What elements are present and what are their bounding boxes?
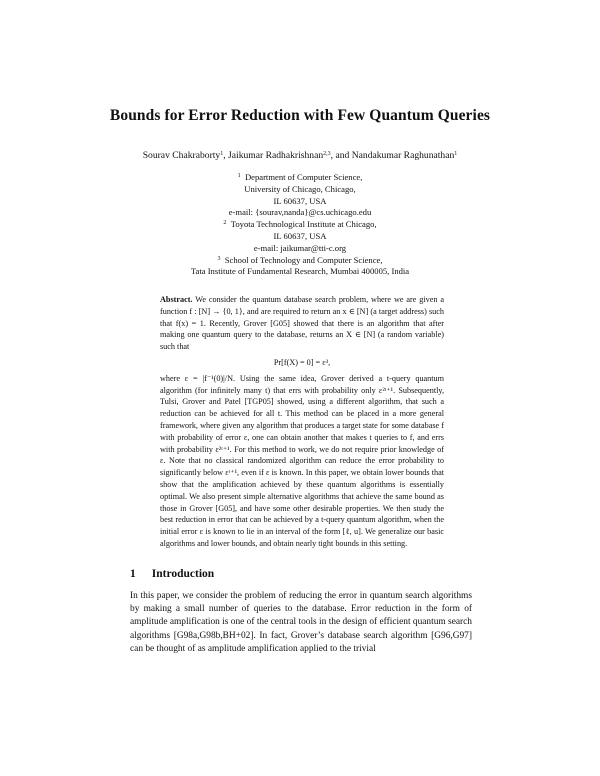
paper-title: Bounds for Error Reduction with Few Quantum Queries (109, 107, 491, 124)
abstract-equation: Pr[f(X) = 0] = ε³, (273, 357, 331, 367)
affiliation-email: e-mail: jaikumar@tti-c.org (253, 242, 347, 253)
abstract-text: We consider the quantum database search problem, where we are given a function f : [N] → {0, 1}, and are required to return an x ∈ [N] (a target address) such that f(x) = 1. Recently, Grover [G05] showed that there is an algorithm that after making one quantum query to the database, returns an X ∈ [N] (a random variable) such that (160, 295, 444, 352)
section-title: Introduction (151, 568, 215, 580)
abstract-paragraph-2: where ε = |f⁻¹(0)|/N. Using the same idea, Grover derived a t-query quantum algorithm (for infinitely many t) that errs with probability only ε²ᵗ⁺¹. Subsequently, Tulsi, Grover and Patel [TGP05] showed, using a different algorithm, that such a reduction can be achieved for all t. This method can be placed in a more general framework, where given any algorithm that produces a target state for some database f with probability of error ε, one can obtain another that makes t queries to f, and errs with probability ε²ᵗ⁺¹. For this method to work, we do not require prior knowledge of ε. Note that no classical randomized algorithm can reduce the error probability to significantly below εᵗ⁺¹, even if ε is known. In this paper, we obtain lower bounds that show that the amplification achieved by these quantum algorithms is essentially optimal. We also present simple alternative algorithms that achieve the same bound as those in Grover [G05], and have some other desirable properties. We then study the best reduction in error that can be achieved by a t-query quantum algorithm, when the initial error ε is known to lie in an interval of the form [ℓ, u]. We generalize our basic algorithms and lower bounds, and obtain nearly tight bounds in this setting. (160, 373, 444, 548)
affiliation-text: School of Technology and Computer Science, (224, 254, 383, 265)
abstract (160, 294, 444, 550)
abstract-paragraph-1 (160, 294, 444, 353)
affiliation-number: 3 (217, 255, 221, 262)
author-affiliation-mark: 1 (454, 151, 458, 157)
section-number: 1 (130, 568, 136, 580)
author-line (0, 150, 600, 161)
author-separator: , (223, 150, 229, 161)
affiliations (0, 172, 600, 278)
affiliation-line: IL 60637, USA (273, 230, 327, 241)
affiliation-text: Toyota Technological Institute at Chicago, (230, 219, 377, 230)
affiliation-line (0, 219, 600, 231)
author-name: Sourav Chakraborty (142, 150, 221, 161)
affiliation-number: 1 (237, 173, 241, 179)
affiliation-line: Tata Institute of Fundamental Research, Mumbai 400005, India (190, 266, 410, 277)
author-name: Nandakumar Raghunathan (351, 150, 455, 161)
author-affiliation-mark: 1 (220, 151, 224, 157)
author-name: Jaikumar Radhakrishnan (228, 150, 324, 161)
affiliation-line (0, 255, 600, 267)
section-heading (130, 568, 214, 580)
abstract-label: Abstract. (160, 295, 193, 304)
affiliation-line (0, 172, 600, 184)
intro-paragraph: In this paper, we consider the problem of reducing the error in quantum search algorithms by making a small number of queries to the database. Error reduction in the form of amplitude amplification is one of the central tools in the design of efficient quantum search algorithms [G98a,G98b,BH+02]. In fact, Grover’s database search algorithm [G96,G97] can be thought of as amplitude amplification applied to the trivial (130, 591, 472, 654)
affiliation-line: University of Chicago, Chicago, (244, 183, 356, 194)
affiliation-line: IL 60637, USA (273, 195, 327, 206)
affiliation-number: 2 (223, 220, 227, 227)
author-affiliation-mark: 2,3 (323, 151, 331, 157)
affiliation-email: e-mail: {sourav,nanda}@cs.uchicago.edu (228, 207, 372, 218)
author-separator: , and (330, 150, 352, 161)
affiliation-text: Department of Computer Science, (244, 172, 363, 182)
